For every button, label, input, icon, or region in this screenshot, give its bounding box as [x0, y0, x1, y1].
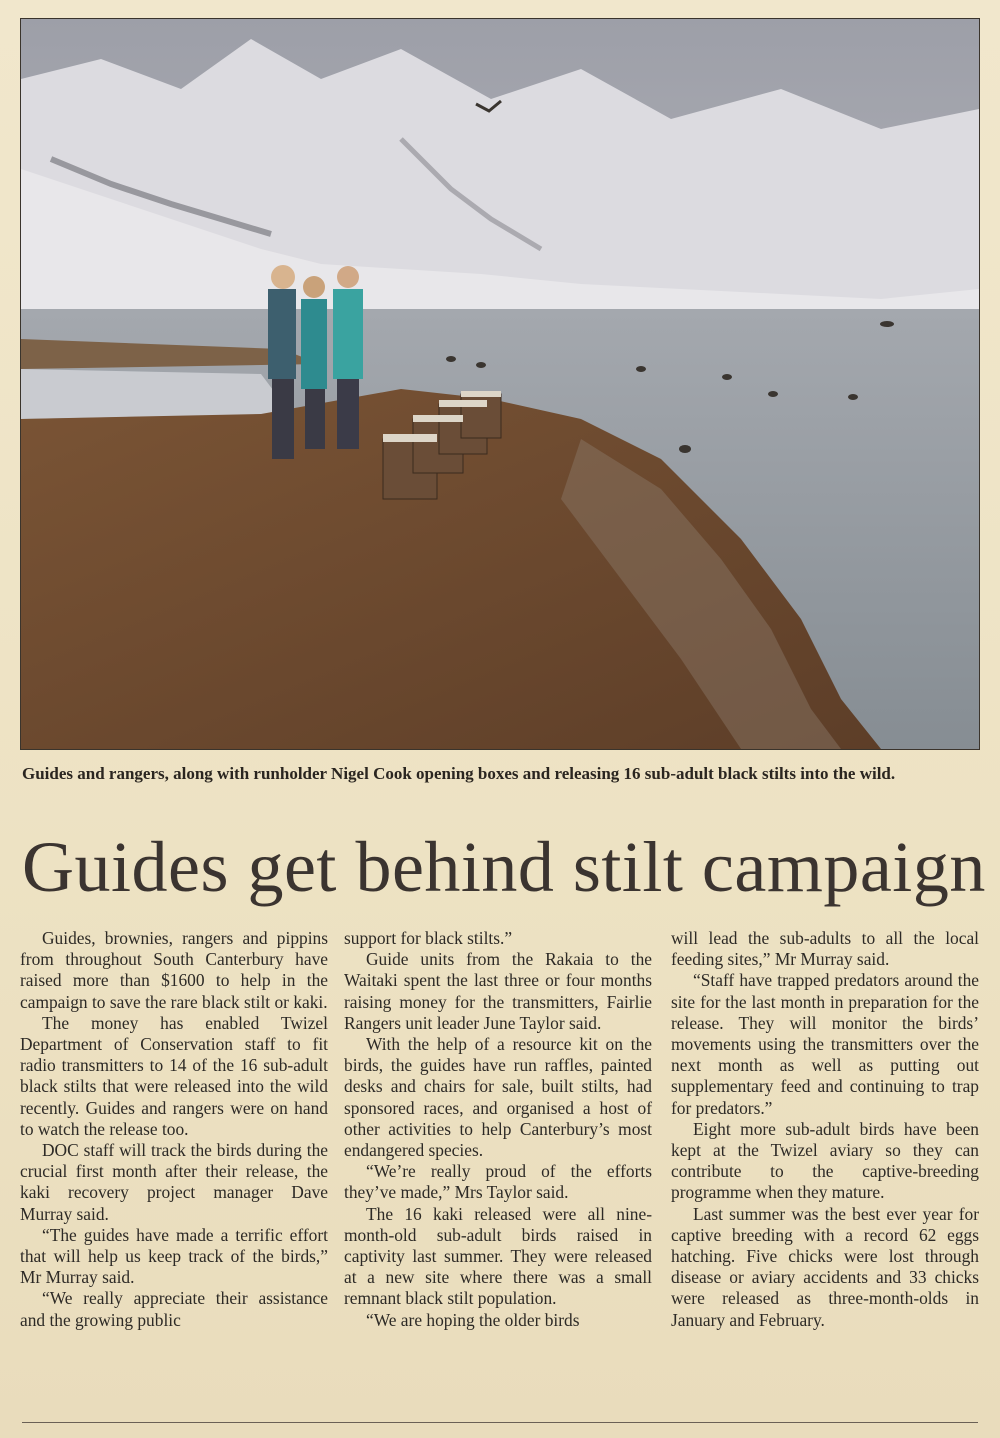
paragraph: The 16 kaki released were all nine-month-old sub-adult birds raised in captivity last summer. They were released at a new site where there was a small remnant black stilt population. [344, 1203, 652, 1309]
article-column-3 [671, 928, 979, 1331]
paragraph: “We’re really proud of the efforts they’ve made,” Mrs Taylor said. [344, 1161, 652, 1203]
paragraph: Eight more sub-adult birds have been kept at the Twizel aviary so they can contribute to the captive-breeding programme when they mature. [671, 1118, 979, 1203]
paragraph: Guides, brownies, rangers and pippins from throughout South Canterbury have raised more than $1600 to help in the campaign to save the rare black stilt or kaki. [20, 928, 328, 1012]
landscape-photo-icon [21, 19, 979, 749]
news-photo [20, 18, 980, 750]
paragraph: “We are hoping the older birds [366, 1309, 580, 1330]
article-column-2 [344, 928, 652, 1331]
paragraph: “Staff have trapped predators around the site for the last month in preparation for the release. They will monitor the birds’ movements using the transmitters over the next month as well as putting out supplementary feed and continuing to trap for predators.” [671, 970, 979, 1118]
paragraph: will lead the sub-adults to all the local feeding sites,” Mr Murray said. [671, 928, 979, 970]
article-column-1 [20, 928, 328, 1331]
paragraph: DOC staff will track the birds during the crucial first month after their release, the kaki recovery project manager Dave Murray said. [20, 1140, 328, 1224]
paragraph: Guide units from the Rakaia to the Waitaki spent the last three or four months raising money for the transmitters, Fairlie Rangers unit leader June Taylor said. [344, 949, 652, 1033]
paragraph: “The guides have made a terrific effort that will help us keep track of the birds,” Mr Murray said. [20, 1224, 328, 1288]
bottom-rule [22, 1422, 978, 1423]
headline: Guides get behind stilt campaign [22, 827, 986, 907]
paragraph: Last summer was the best ever year for captive breeding with a record 62 eggs hatching. Five chicks were lost through disease or aviary accidents and 33 chicks were released as three-month-olds in January and February. [671, 1203, 979, 1330]
paragraph: With the help of a resource kit on the birds, the guides have run raffles, painted desks and chairs for sale, built stilts, had sponsored races, and organised a host of other activities to help Canterbury’s most endangered species. [344, 1034, 652, 1161]
photo-caption: Guides and rangers, along with runholder Nigel Cook opening boxes and releasing 16 sub-adult black stilts into the wild. [22, 764, 896, 783]
paragraph: support for black stilts.” [344, 928, 513, 948]
paragraph: The money has enabled Twizel Department of Conservation staff to fit radio transmitters to 14 of the 16 sub-adult black stilts that were released into the wild recently. Guides and rangers were on hand to watch the release too. [20, 1012, 328, 1139]
paragraph: “We really appreciate their assistance and the growing public [20, 1288, 328, 1330]
